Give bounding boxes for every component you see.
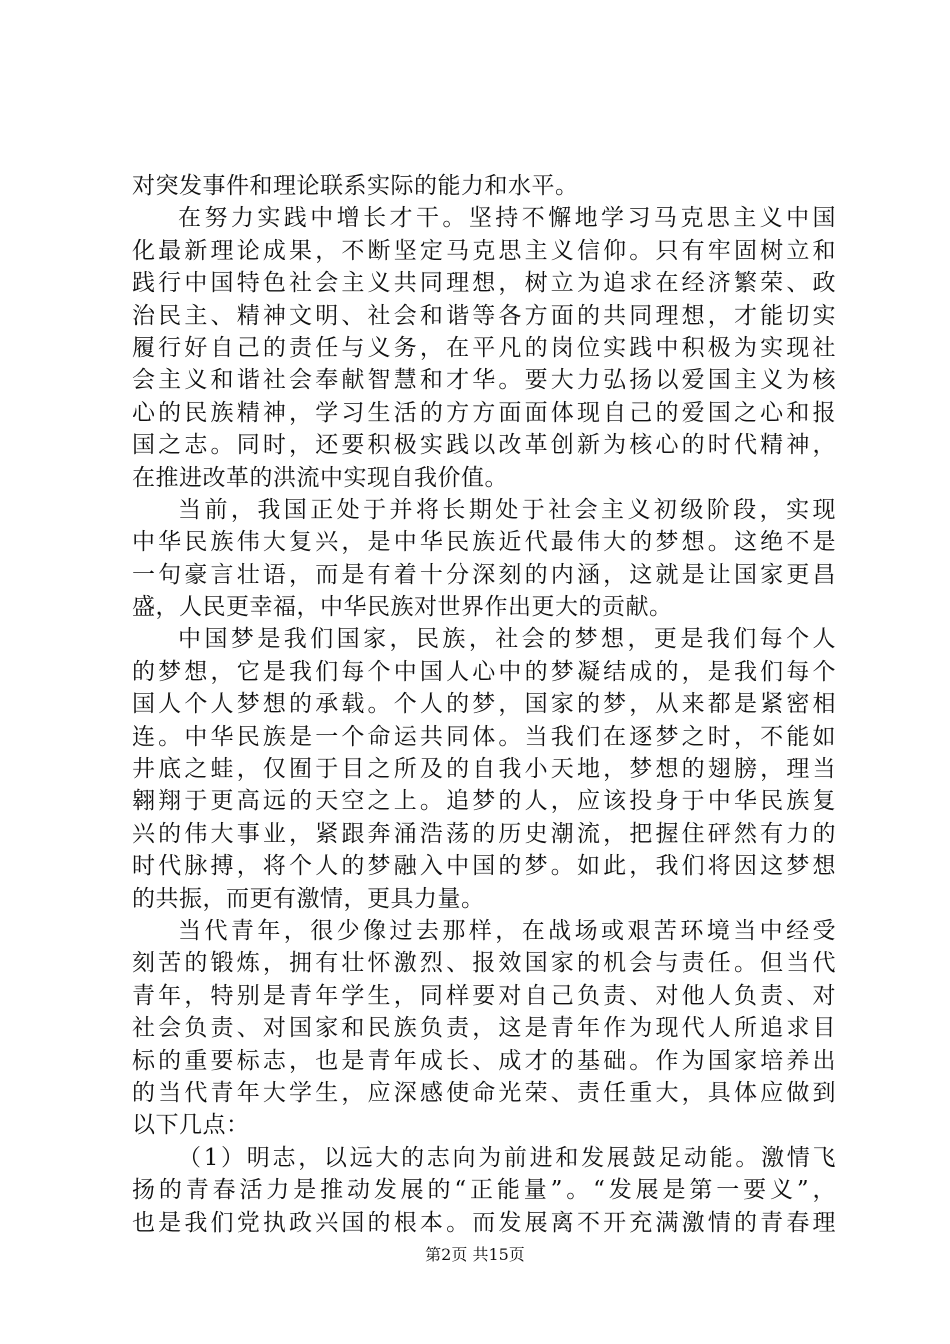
page-number-footer: 第2页 共15页 <box>425 1245 525 1264</box>
text-line: 青年，特别是青年学生，同样要对自己负责、对他人负责、对 <box>132 982 836 1009</box>
text-line: 的共振，而更有激情，更具力量。 <box>132 885 485 912</box>
text-line: 中国梦是我们国家，民族，社会的梦想，更是我们每个人 <box>178 626 836 653</box>
text-line: 国之志。同时，还要积极实践以改革创新为核心的时代精神， <box>132 432 836 459</box>
text-line: 履行好自己的责任与义务，在平凡的岗位实践中积极为实现社 <box>132 334 836 361</box>
text-line: 践行中国特色社会主义共同理想，树立为追求在经济繁荣、政 <box>132 270 836 297</box>
text-line: 刻苦的锻炼，拥有壮怀激烈、报效国家的机会与责任。但当代 <box>132 950 836 977</box>
text-line: 当代青年，很少像过去那样，在战场或艰苦环境当中经受 <box>178 917 836 944</box>
text-line: 治民主、精神文明、社会和谐等各方面的共同理想，才能切实 <box>132 302 836 329</box>
text-line: （1）明志，以远大的志向为前进和发展鼓足动能。激情飞 <box>178 1144 836 1171</box>
text-line: 连。中华民族是一个命运共同体。当我们在逐梦之时，不能如 <box>132 723 836 750</box>
text-line: 会主义和谐社会奉献智慧和才华。要大力弘扬以爱国主义为核 <box>132 367 836 394</box>
text-line: 一句豪言壮语，而是有着十分深刻的内涵，这就是让国家更昌 <box>132 561 836 588</box>
text-line: 的当代青年大学生，应深感使命光荣、责任重大，具体应做到 <box>132 1079 836 1106</box>
text-line: 在推进改革的洪流中实现自我价值。 <box>132 464 508 491</box>
body-text <box>132 170 836 1239</box>
text-line: 当前，我国正处于并将长期处于社会主义初级阶段，实现 <box>178 496 836 523</box>
text-line: 的梦想，它是我们每个中国人心中的梦凝结成的，是我们每个 <box>132 658 836 685</box>
text-line: 心的民族精神，学习生活的方方面面体现自己的爱国之心和报 <box>132 399 836 426</box>
text-line: 时代脉搏，将个人的梦融入中国的梦。如此，我们将因这梦想 <box>132 853 836 880</box>
text-line: 国人个人梦想的承载。个人的梦，国家的梦，从来都是紧密相 <box>132 691 836 718</box>
text-line: 中华民族伟大复兴，是中华民族近代最伟大的梦想。这绝不是 <box>132 529 836 556</box>
text-line: 社会负责、对国家和民族负责，这是青年作为现代人所追求目 <box>132 1015 836 1042</box>
text-line: 对突发事件和理论联系实际的能力和水平。 <box>132 173 579 199</box>
text-line: 扬的青春活力是推动发展的“正能量”。“发展是第一要义”， <box>132 1177 836 1204</box>
text-line: 标的重要标志，也是青年成长、成才的基础。作为国家培养出 <box>132 1047 836 1074</box>
text-line: 在努力实践中增长才干。坚持不懈地学习马克思主义中国 <box>178 205 836 232</box>
text-line: 以下几点： <box>132 1112 250 1139</box>
text-line: 翱翔于更高远的天空之上。追梦的人，应该投身于中华民族复 <box>132 788 836 815</box>
text-line: 也是我们党执政兴国的根本。而发展离不开充满激情的青春理 <box>132 1209 836 1236</box>
text-line: 化最新理论成果，不断坚定马克思主义信仰。只有牢固树立和 <box>132 237 836 264</box>
text-line: 井底之蛙，仅囿于目之所及的自我小天地，梦想的翅膀，理当 <box>132 756 836 783</box>
text-line: 兴的伟大事业，紧跟奔涌浩荡的历史潮流，把握住砰然有力的 <box>132 820 836 847</box>
text-line: 盛，人民更幸福，中华民族对世界作出更大的贡献。 <box>132 594 673 621</box>
